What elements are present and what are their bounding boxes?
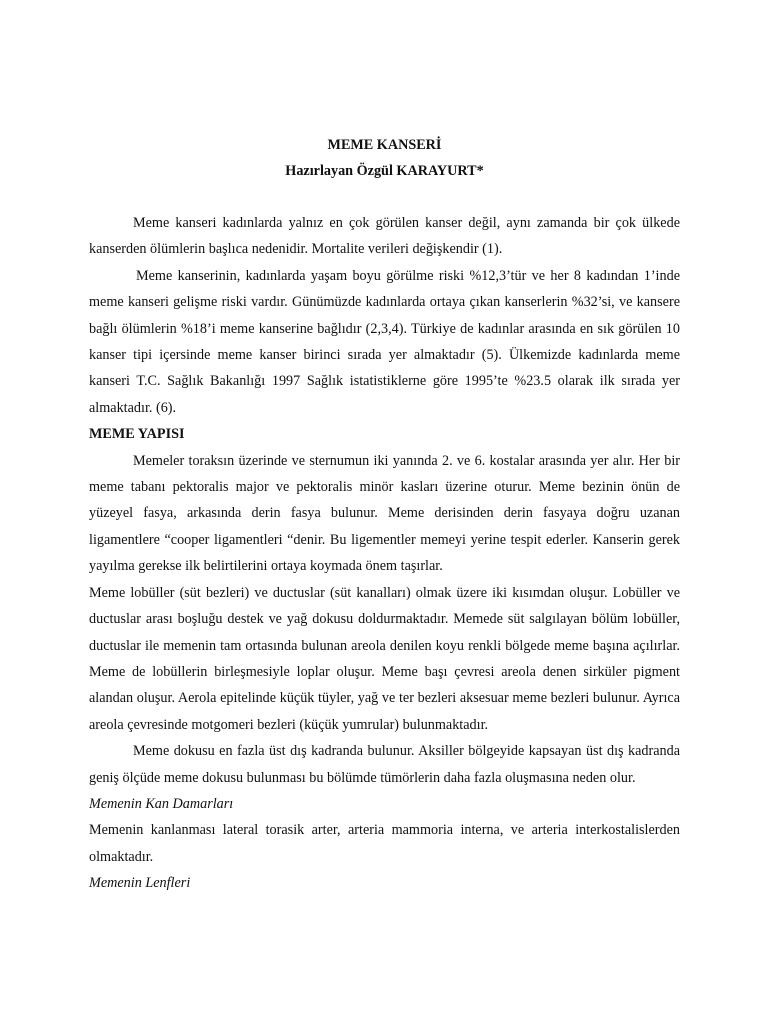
section1-paragraph-1: Memeler toraksın üzerinde ve sternumun iki yanında 2. ve 6. kostalar arasında yer alır. Her bir meme tabanı pektoralis major ve pektoralis minör kasları üzerine oturur. Meme bezinin önün de yüzeyel fasya, arkasında derin fasya bulunur. Meme derisinden derin fasyaya doğru uzanan ligamentlere “cooper ligamentleri “denir. Bu ligementler memeyi yerine tespit ederler. Kanserin gerek yayılma gerekse ilk belirtilerini ortaya koymada önem taşırlar. bbox=[89, 452, 680, 575]
subsection-heading-lenfleri: Memenin Lenfleri bbox=[89, 875, 191, 892]
subsection1-paragraph-1: Memenin kanlanması lateral torasik arter, arteria mammoria interna, ve arteria interkostalislerden olmaktadır. bbox=[89, 822, 680, 865]
intro-paragraph-1: Meme kanseri kadınlarda yalnız en çok görülen kanser değil, aynı zamanda bir çok ülkede kanserden ölümlerin başlıca nedenidir. Mortalite verileri değişkendir (1). bbox=[89, 215, 680, 258]
document-title: MEME KANSERİ bbox=[327, 137, 442, 153]
section1-paragraph-3: Meme dokusu en fazla üst dış kadranda bulunur. Aksiller bölgeyide kapsayan üst dış kadranda geniş ölçüde meme dokusu bulunması bu bölümde tümörlerin daha fazla oluşmasına neden olur. bbox=[89, 743, 680, 786]
intro-paragraph-2: Meme kanserinin, kadınlarda yaşam boyu görülme riski %12,3’tür ve her 8 kadından 1’inde meme kanseri gelişme riski vardır. Günümüzde kadınlarda ortaya çıkan kanserlerin %32’si, ve kansere bağlı ölümlerin %18’i meme kanserine bağlıdır (2,3,4). Türkiye de kadınlar arasında en sık görülen 10 kanser tipi içersinde meme kanser birinci sırada yer almaktadır (5). Ülkemizde kadınlarda meme kanseri T.C. Sağlık Bakanlığı 1997 Sağlık istatistiklerne göre 1995’te %23.5 olarak ilk sırada yer almaktadır. (6). bbox=[89, 267, 680, 416]
section-heading-meme-yapisi: MEME YAPISI bbox=[89, 426, 185, 443]
subsection-heading-kan-damarlari: Memenin Kan Damarları bbox=[89, 795, 234, 812]
section1-paragraph-2: Meme lobüller (süt bezleri) ve ductuslar (süt kanalları) olmak üzere iki kısımdan oluşur. Lobüller ve ductuslar arası boşluğu destek ve yağ dokusu doldurmaktadır. Memede süt salgılayan bölüm lobüller, ductuslar ile memenin tam ortasında bulunan areola denilen koyu renkli bölgede meme başına açılırlar. Meme de lobüllerin birleşmesiyle loplar oluşur. Meme başı çevresi areola denen sirküler pigment alandan oluşur. Aerola epitelinde küçük tüyler, yağ ve ter bezleri aksesuar meme bezleri bulunur. Ayrıca areola çevresinde motgomeri bezleri (küçük yumrular) bulunmaktadır. bbox=[89, 584, 680, 733]
document-page bbox=[89, 132, 680, 897]
author-line: Hazırlayan Özgül KARAYURT* bbox=[285, 163, 484, 179]
